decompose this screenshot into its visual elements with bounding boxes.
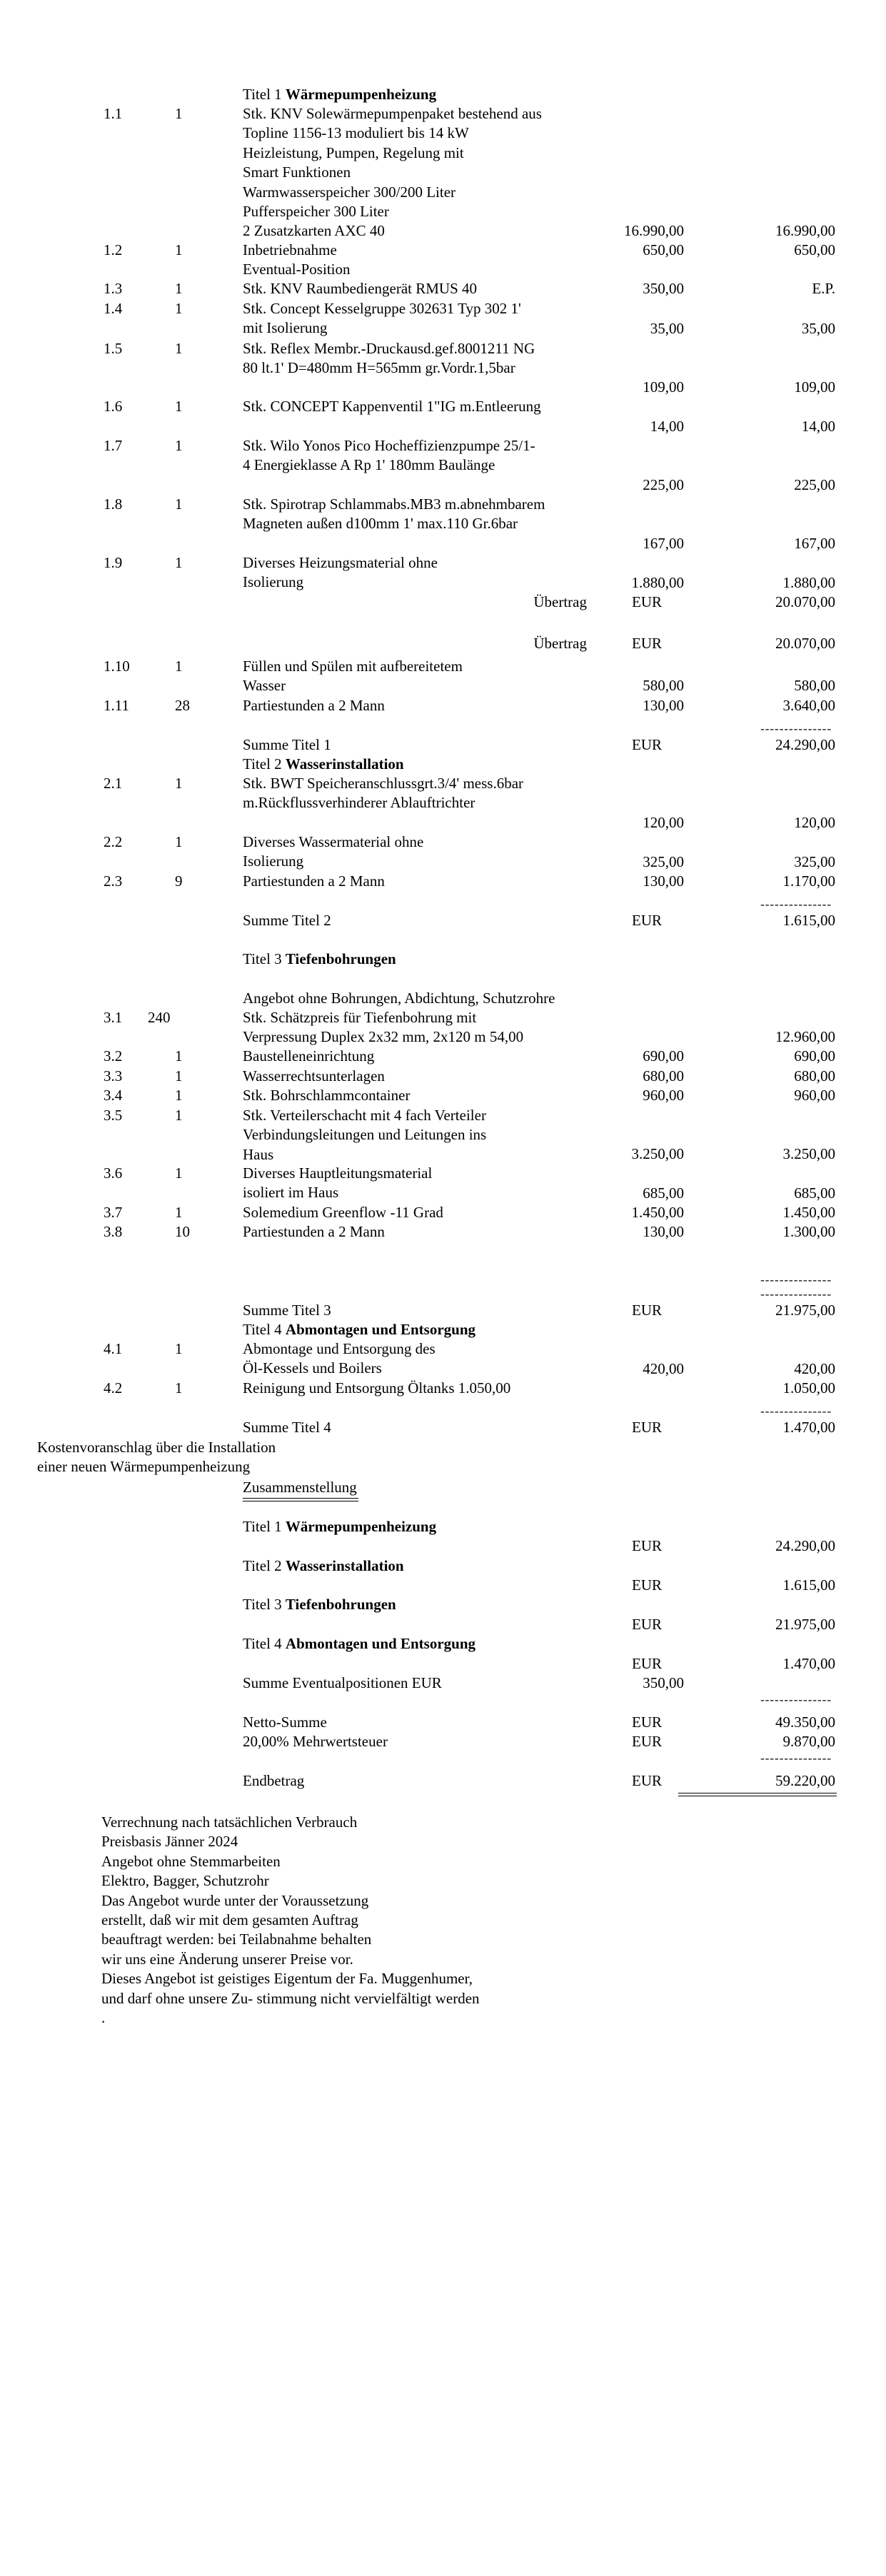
- subtotal-separator: ---------------: [760, 897, 832, 911]
- total-price: 12.960,00: [775, 1028, 835, 1045]
- position-quantity: 10: [175, 1223, 190, 1240]
- section-sum-label: Summe Titel 3: [243, 1302, 331, 1319]
- unit-price: 16.990,00: [624, 222, 684, 239]
- position-quantity: 1: [175, 300, 183, 317]
- position-description: 80 lt.1' D=480mm H=565mm gr.Vordr.1,5bar: [243, 359, 515, 377]
- position-quantity: 9: [175, 872, 183, 890]
- position-description: Inbetriebnahme: [243, 241, 337, 258]
- summary-heading-underline: [243, 1498, 358, 1499]
- position-number: 3.2: [104, 1047, 123, 1065]
- footer-note: erstellt, daß wir mit dem gesamten Auftrag: [101, 1911, 358, 1928]
- total-price: 14,00: [801, 418, 835, 435]
- title-prefix: Titel 3: [243, 950, 286, 967]
- position-number: 4.1: [104, 1340, 123, 1357]
- position-description: 2 Zusatzkarten AXC 40: [243, 222, 385, 240]
- section-title: [243, 86, 436, 103]
- section-sum-currency: EUR: [632, 736, 662, 753]
- summary-title-currency: EUR: [632, 1616, 662, 1633]
- position-quantity: 28: [175, 697, 190, 714]
- position-number: 1.4: [104, 300, 123, 317]
- summary-title-currency: EUR: [632, 1576, 662, 1594]
- position-description: Stk. CONCEPT Kappenventil 1"IG m.Entleerung: [243, 398, 541, 415]
- position-number: 3.6: [104, 1164, 123, 1182]
- unit-price: 420,00: [643, 1360, 684, 1377]
- position-number: 2.1: [104, 775, 123, 792]
- position-number: 2.2: [104, 833, 123, 850]
- unit-price: 109,00: [643, 378, 684, 396]
- total-price: 167,00: [794, 535, 835, 552]
- unit-price: 1.880,00: [631, 574, 684, 591]
- section-title: [243, 1321, 475, 1338]
- unit-price: 650,00: [643, 241, 684, 258]
- position-description: Reinigung und Entsorgung Öltanks 1.050,00: [243, 1379, 511, 1397]
- position-description: isoliert im Haus: [243, 1184, 339, 1202]
- section-sum-amount: 1.470,00: [782, 1419, 835, 1436]
- unit-price: 130,00: [643, 1223, 684, 1240]
- summary-title-currency: EUR: [632, 1655, 662, 1672]
- total-price: 1.450,00: [782, 1204, 835, 1221]
- position-description: Magneten außen d100mm 1' max.110 Gr.6bar: [243, 515, 518, 533]
- grand-total-currency: EUR: [632, 1772, 662, 1789]
- position-description: Wasser: [243, 677, 286, 695]
- section-sum-currency: EUR: [632, 912, 662, 929]
- position-quantity: 1: [175, 658, 183, 675]
- eventual-sum-amount: 350,00: [643, 1674, 684, 1691]
- footer-note: .: [101, 2009, 106, 2026]
- subtotal-separator: ---------------: [760, 1693, 832, 1706]
- position-description: m.Rückflussverhinderer Ablauftrichter: [243, 794, 475, 812]
- position-description: Stk. Wilo Yonos Pico Hocheffizienzpumpe 25/1-: [243, 437, 535, 454]
- total-price: 1.880,00: [782, 574, 835, 591]
- summary-title-amount: 21.975,00: [775, 1616, 835, 1633]
- footer-note: und darf ohne unsere Zu- stimmung nicht vervielfältigt werden: [101, 1989, 480, 2007]
- position-quantity: 1: [175, 280, 183, 297]
- position-number: 1.6: [104, 398, 123, 415]
- section-sum-amount: 24.290,00: [775, 736, 835, 753]
- position-number: 1.2: [104, 241, 123, 258]
- position-quantity: 240: [148, 1009, 171, 1026]
- position-description: Partiestunden a 2 Mann: [243, 872, 385, 890]
- total-price: 35,00: [801, 320, 835, 337]
- position-description: Baustelleneinrichtung: [243, 1047, 375, 1065]
- position-description: Haus: [243, 1145, 274, 1163]
- summary-title-currency: EUR: [632, 1537, 662, 1554]
- total-price: E.P.: [812, 280, 835, 297]
- carry-over-amount: 20.070,00: [775, 593, 835, 610]
- summary-heading: Zusammenstellung: [243, 1479, 357, 1496]
- section-sum-currency: EUR: [632, 1302, 662, 1319]
- position-description: Diverses Heizungsmaterial ohne: [243, 554, 438, 571]
- eventual-sum-label: Summe Eventualpositionen EUR: [243, 1674, 442, 1691]
- summary-title: [243, 1557, 404, 1574]
- position-description: Diverses Hauptleitungsmaterial: [243, 1164, 433, 1182]
- position-description: Öl-Kessels und Boilers: [243, 1359, 382, 1377]
- position-quantity: 1: [175, 1379, 183, 1397]
- position-description: Smart Funktionen: [243, 163, 351, 181]
- total-price: 650,00: [794, 241, 835, 258]
- summary-title: [243, 1518, 436, 1535]
- unit-price: 685,00: [643, 1184, 684, 1202]
- footer-note: Elektro, Bagger, Schutzrohr: [101, 1872, 269, 1890]
- position-description: Diverses Wassermaterial ohne: [243, 833, 424, 850]
- total-price: 420,00: [794, 1360, 835, 1377]
- position-description: Wasserrechtsunterlagen: [243, 1067, 385, 1085]
- position-quantity: 1: [175, 340, 183, 357]
- section-note: Angebot ohne Bohrungen, Abdichtung, Schutzrohre: [243, 990, 555, 1007]
- position-description: Partiestunden a 2 Mann: [243, 697, 385, 714]
- total-price: 1.170,00: [782, 872, 835, 890]
- document-header: einer neuen Wärmepumpenheizung: [37, 1458, 251, 1476]
- footer-note: beauftragt werden: bei Teilabnahme behalten: [101, 1931, 372, 1948]
- vat-amount: 9.870,00: [782, 1733, 835, 1750]
- position-number: 1.7: [104, 437, 123, 454]
- summary-title-amount: 1.470,00: [782, 1655, 835, 1672]
- position-quantity: 1: [175, 1087, 183, 1104]
- grand-total-amount: 59.220,00: [775, 1772, 835, 1789]
- position-description: Stk. Concept Kesselgruppe 302631 Typ 302 1': [243, 300, 521, 317]
- total-price: 680,00: [794, 1067, 835, 1085]
- position-description: Eventual-Position: [243, 261, 351, 278]
- position-quantity: 1: [175, 775, 183, 792]
- unit-price: 130,00: [643, 872, 684, 890]
- position-quantity: 1: [175, 1164, 183, 1182]
- title-prefix: Titel 3: [243, 1596, 286, 1613]
- carry-over-currency: EUR: [632, 635, 662, 652]
- net-sum-label: Netto-Summe: [243, 1714, 327, 1731]
- position-number: 1.9: [104, 554, 123, 571]
- total-price: 690,00: [794, 1047, 835, 1065]
- position-number: 3.1: [104, 1009, 123, 1026]
- title-prefix: Titel 4: [243, 1321, 286, 1338]
- unit-price: 580,00: [643, 677, 684, 694]
- position-description: Pufferspeicher 300 Liter: [243, 203, 389, 220]
- summary-title: [243, 1635, 475, 1652]
- position-quantity: 1: [175, 1340, 183, 1357]
- position-description: Warmwasserspeicher 300/200 Liter: [243, 183, 456, 201]
- total-price: 1.300,00: [782, 1223, 835, 1240]
- position-description: Stk. Bohrschlammcontainer: [243, 1087, 411, 1104]
- title-name: Wasserinstallation: [285, 1557, 404, 1574]
- footer-note: Preisbasis Jänner 2024: [101, 1833, 238, 1851]
- title-prefix: Titel 1: [243, 1518, 286, 1535]
- net-sum-amount: 49.350,00: [775, 1714, 835, 1731]
- position-quantity: 1: [175, 437, 183, 454]
- title-name: Abmontagen und Entsorgung: [285, 1635, 476, 1652]
- document-header: Kostenvoranschlag über die Installation: [37, 1439, 276, 1456]
- position-quantity: 1: [175, 495, 183, 513]
- position-description: Partiestunden a 2 Mann: [243, 1223, 385, 1240]
- subtotal-separator: ---------------: [760, 1751, 832, 1765]
- subtotal-separator: ---------------: [760, 722, 832, 735]
- position-description: Stk. Verteilerschacht mit 4 fach Verteiler: [243, 1107, 486, 1124]
- position-number: 1.11: [104, 697, 129, 714]
- total-price: 16.990,00: [775, 222, 835, 239]
- total-price: 685,00: [794, 1184, 835, 1202]
- total-price: 225,00: [794, 476, 835, 493]
- footer-note: Dieses Angebot ist geistiges Eigentum der Fa. Muggenhumer,: [101, 1970, 473, 1988]
- summary-title: [243, 1596, 396, 1613]
- section-title: [243, 950, 396, 967]
- position-description: 4 Energieklasse A Rp 1' 180mm Baulänge: [243, 456, 495, 474]
- position-description: Füllen und Spülen mit aufbereitetem: [243, 658, 463, 675]
- vat-currency: EUR: [632, 1733, 662, 1750]
- section-sum-amount: 1.615,00: [782, 912, 835, 929]
- unit-price: 14,00: [650, 418, 684, 435]
- position-quantity: 1: [175, 554, 183, 571]
- unit-price: 325,00: [643, 853, 684, 870]
- unit-price: 167,00: [643, 535, 684, 552]
- position-number: 1.3: [104, 280, 123, 297]
- position-quantity: 1: [175, 833, 183, 850]
- position-quantity: 1: [175, 105, 183, 122]
- position-number: 4.2: [104, 1379, 123, 1397]
- position-description: Stk. KNV Solewärmepumpenpaket bestehend aus: [243, 105, 542, 122]
- title-name: Wärmepumpenheizung: [285, 1518, 437, 1535]
- position-description: Stk. Spirotrap Schlammabs.MB3 m.abnehmbarem: [243, 495, 545, 513]
- section-sum-label: Summe Titel 4: [243, 1419, 331, 1436]
- unit-price: 35,00: [650, 320, 684, 337]
- position-quantity: 1: [175, 1107, 183, 1124]
- title-prefix: Titel 2: [243, 1557, 286, 1574]
- footer-note: Angebot ohne Stemmarbeiten: [101, 1852, 281, 1870]
- position-description: Abmontage und Entsorgung des: [243, 1340, 436, 1357]
- subtotal-separator: ---------------: [760, 1404, 832, 1418]
- position-quantity: 1: [175, 241, 183, 258]
- position-number: 1.5: [104, 340, 123, 357]
- title-name: Wärmepumpenheizung: [285, 86, 437, 103]
- total-price: 1.050,00: [782, 1379, 835, 1397]
- position-quantity: 1: [175, 398, 183, 415]
- position-description: Solemedium Greenflow -11 Grad: [243, 1204, 443, 1221]
- position-description: Stk. KNV Raumbediengerät RMUS 40: [243, 280, 478, 297]
- total-price: 120,00: [794, 814, 835, 831]
- total-price: 3.640,00: [782, 697, 835, 714]
- title-prefix: Titel 2: [243, 755, 286, 773]
- position-description: Verpressung Duplex 2x32 mm, 2x120 m 54,00: [243, 1028, 524, 1046]
- title-name: Wasserinstallation: [285, 755, 404, 773]
- section-title: [243, 755, 404, 773]
- position-number: 3.4: [104, 1087, 123, 1104]
- title-name: Tiefenbohrungen: [285, 950, 396, 967]
- unit-price: 960,00: [643, 1087, 684, 1104]
- position-number: 2.3: [104, 872, 123, 890]
- position-description: mit Isolierung: [243, 319, 328, 337]
- total-price: 960,00: [794, 1087, 835, 1104]
- position-number: 3.8: [104, 1223, 123, 1240]
- unit-price: 1.450,00: [631, 1204, 684, 1221]
- carry-over-amount: 20.070,00: [775, 635, 835, 652]
- title-name: Abmontagen und Entsorgung: [285, 1321, 476, 1338]
- total-price: 580,00: [794, 677, 835, 694]
- subtotal-separator: ---------------: [760, 1273, 832, 1287]
- title-name: Tiefenbohrungen: [285, 1596, 396, 1613]
- grand-total-label: Endbetrag: [243, 1772, 305, 1789]
- total-price: 325,00: [794, 853, 835, 870]
- total-price: 109,00: [794, 378, 835, 396]
- position-number: 1.8: [104, 495, 123, 513]
- unit-price: 225,00: [643, 476, 684, 493]
- carry-over-currency: EUR: [632, 593, 662, 610]
- position-description: Isolierung: [243, 573, 304, 591]
- unit-price: 120,00: [643, 814, 684, 831]
- position-description: Topline 1156-13 moduliert bis 14 kW: [243, 124, 469, 142]
- position-number: 3.7: [104, 1204, 123, 1221]
- position-description: Verbindungsleitungen und Leitungen ins: [243, 1126, 487, 1144]
- position-quantity: 1: [175, 1047, 183, 1065]
- title-prefix: Titel 1: [243, 86, 286, 103]
- vat-label: 20,00% Mehrwertsteuer: [243, 1733, 388, 1750]
- summary-title-amount: 24.290,00: [775, 1537, 835, 1554]
- footer-note: Das Angebot wurde unter der Voraussetzung: [101, 1891, 369, 1909]
- footer-note: Verrechnung nach tatsächlichen Verbrauch: [101, 1813, 358, 1831]
- carry-over-label: Übertrag: [533, 593, 587, 610]
- unit-price: 690,00: [643, 1047, 684, 1065]
- carry-over-label: Übertrag: [533, 635, 587, 652]
- unit-price: 3.250,00: [631, 1145, 684, 1162]
- position-description: Stk. BWT Speicheranschlussgrt.3/4' mess.6bar: [243, 775, 524, 792]
- unit-price: 680,00: [643, 1067, 684, 1085]
- footer-note: wir uns eine Änderung unserer Preise vor.: [101, 1950, 353, 1968]
- net-sum-currency: EUR: [632, 1714, 662, 1731]
- position-quantity: 1: [175, 1067, 183, 1085]
- position-description: Heizleistung, Pumpen, Regelung mit: [243, 144, 464, 161]
- section-sum-amount: 21.975,00: [775, 1302, 835, 1319]
- position-description: Stk. Schätzpreis für Tiefenbohrung mit: [243, 1009, 477, 1026]
- title-prefix: Titel 4: [243, 1635, 286, 1652]
- position-number: 3.5: [104, 1107, 123, 1124]
- section-sum-currency: EUR: [632, 1419, 662, 1436]
- subtotal-separator: ---------------: [760, 1287, 832, 1301]
- position-number: 3.3: [104, 1067, 123, 1085]
- position-description: Isolierung: [243, 852, 304, 870]
- summary-title-amount: 1.615,00: [782, 1576, 835, 1594]
- position-quantity: 1: [175, 1204, 183, 1221]
- section-sum-label: Summe Titel 1: [243, 736, 331, 753]
- total-price: 3.250,00: [782, 1145, 835, 1162]
- position-number: 1.10: [104, 658, 130, 675]
- section-sum-label: Summe Titel 2: [243, 912, 331, 929]
- position-number: 1.1: [104, 105, 123, 122]
- unit-price: 130,00: [643, 697, 684, 714]
- position-description: Stk. Reflex Membr.-Druckausd.gef.8001211 NG: [243, 340, 535, 357]
- unit-price: 350,00: [643, 280, 684, 297]
